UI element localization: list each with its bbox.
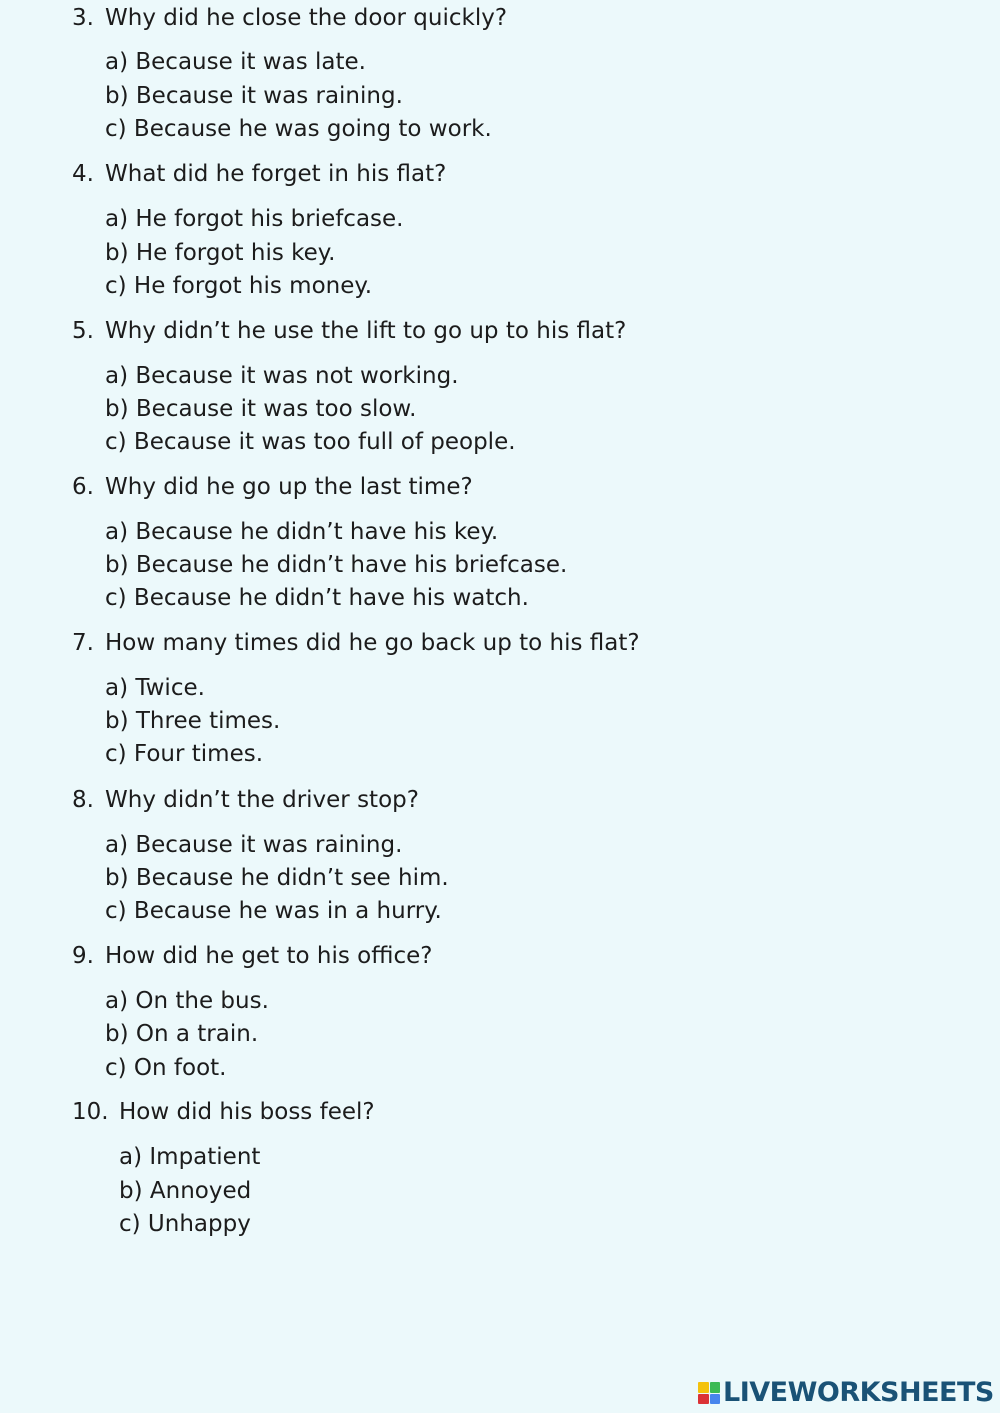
option-c: c) Four times. <box>105 741 264 767</box>
option-b: b) Because he didn’t have his briefcase. <box>105 552 568 578</box>
liveworksheets-logo-icon <box>698 1382 720 1404</box>
option-a: a) Because it was late. <box>105 49 366 75</box>
option-c: c) Because he was going to work. <box>105 116 492 142</box>
option-a: a) Because it was raining. <box>105 832 403 858</box>
option-b: b) He forgot his key. <box>105 240 336 266</box>
question-number: 4. <box>72 161 94 187</box>
option-a: a) Because he didn’t have his key. <box>105 519 499 545</box>
question-prompt: How many times did he go back up to his flat? <box>105 630 640 656</box>
question-number: 6. <box>72 474 94 500</box>
option-b: b) On a train. <box>105 1021 259 1047</box>
question-prompt: Why didn’t the driver stop? <box>105 787 419 813</box>
question-prompt: What did he forget in his flat? <box>105 161 447 187</box>
question-text <box>72 629 640 657</box>
option-a: a) On the bus. <box>105 988 269 1014</box>
question-prompt: Why didn’t he use the lift to go up to his flat? <box>105 318 627 344</box>
option-b: b) Annoyed <box>119 1178 252 1204</box>
option-a: a) Impatient <box>119 1144 261 1170</box>
question-text <box>72 1098 375 1126</box>
question-number: 7. <box>72 630 94 656</box>
question-prompt: How did his boss feel? <box>119 1099 375 1125</box>
option-a: a) Because it was not working. <box>105 363 459 389</box>
question-text <box>72 473 473 501</box>
question-number: 5. <box>72 318 94 344</box>
option-c: c) Unhappy <box>119 1211 251 1237</box>
logo-text: LIVEWORKSHEETS <box>723 1377 994 1408</box>
option-c: c) On foot. <box>105 1055 227 1081</box>
option-b: b) Because it was too slow. <box>105 396 417 422</box>
liveworksheets-logo[interactable] <box>698 1378 994 1408</box>
question-prompt: Why did he close the door quickly? <box>105 5 508 31</box>
question-text <box>72 786 419 814</box>
option-c: c) Because it was too full of people. <box>105 429 516 455</box>
option-c: c) He forgot his money. <box>105 273 373 299</box>
question-text <box>72 317 626 345</box>
question-text <box>72 160 446 188</box>
option-c: c) Because he was in a hurry. <box>105 898 442 924</box>
question-prompt: Why did he go up the last time? <box>105 474 473 500</box>
option-b: b) Because it was raining. <box>105 83 403 109</box>
question-number: 3. <box>72 5 94 31</box>
question-number: 10. <box>72 1099 109 1125</box>
question-number: 9. <box>72 943 94 969</box>
option-b: b) Three times. <box>105 708 281 734</box>
option-a: a) Twice. <box>105 675 205 701</box>
option-c: c) Because he didn’t have his watch. <box>105 585 529 611</box>
question-prompt: How did he get to his office? <box>105 943 433 969</box>
question-text <box>72 4 507 32</box>
question-text <box>72 942 432 970</box>
option-b: b) Because he didn’t see him. <box>105 865 449 891</box>
option-a: a) He forgot his briefcase. <box>105 206 404 232</box>
question-number: 8. <box>72 787 94 813</box>
